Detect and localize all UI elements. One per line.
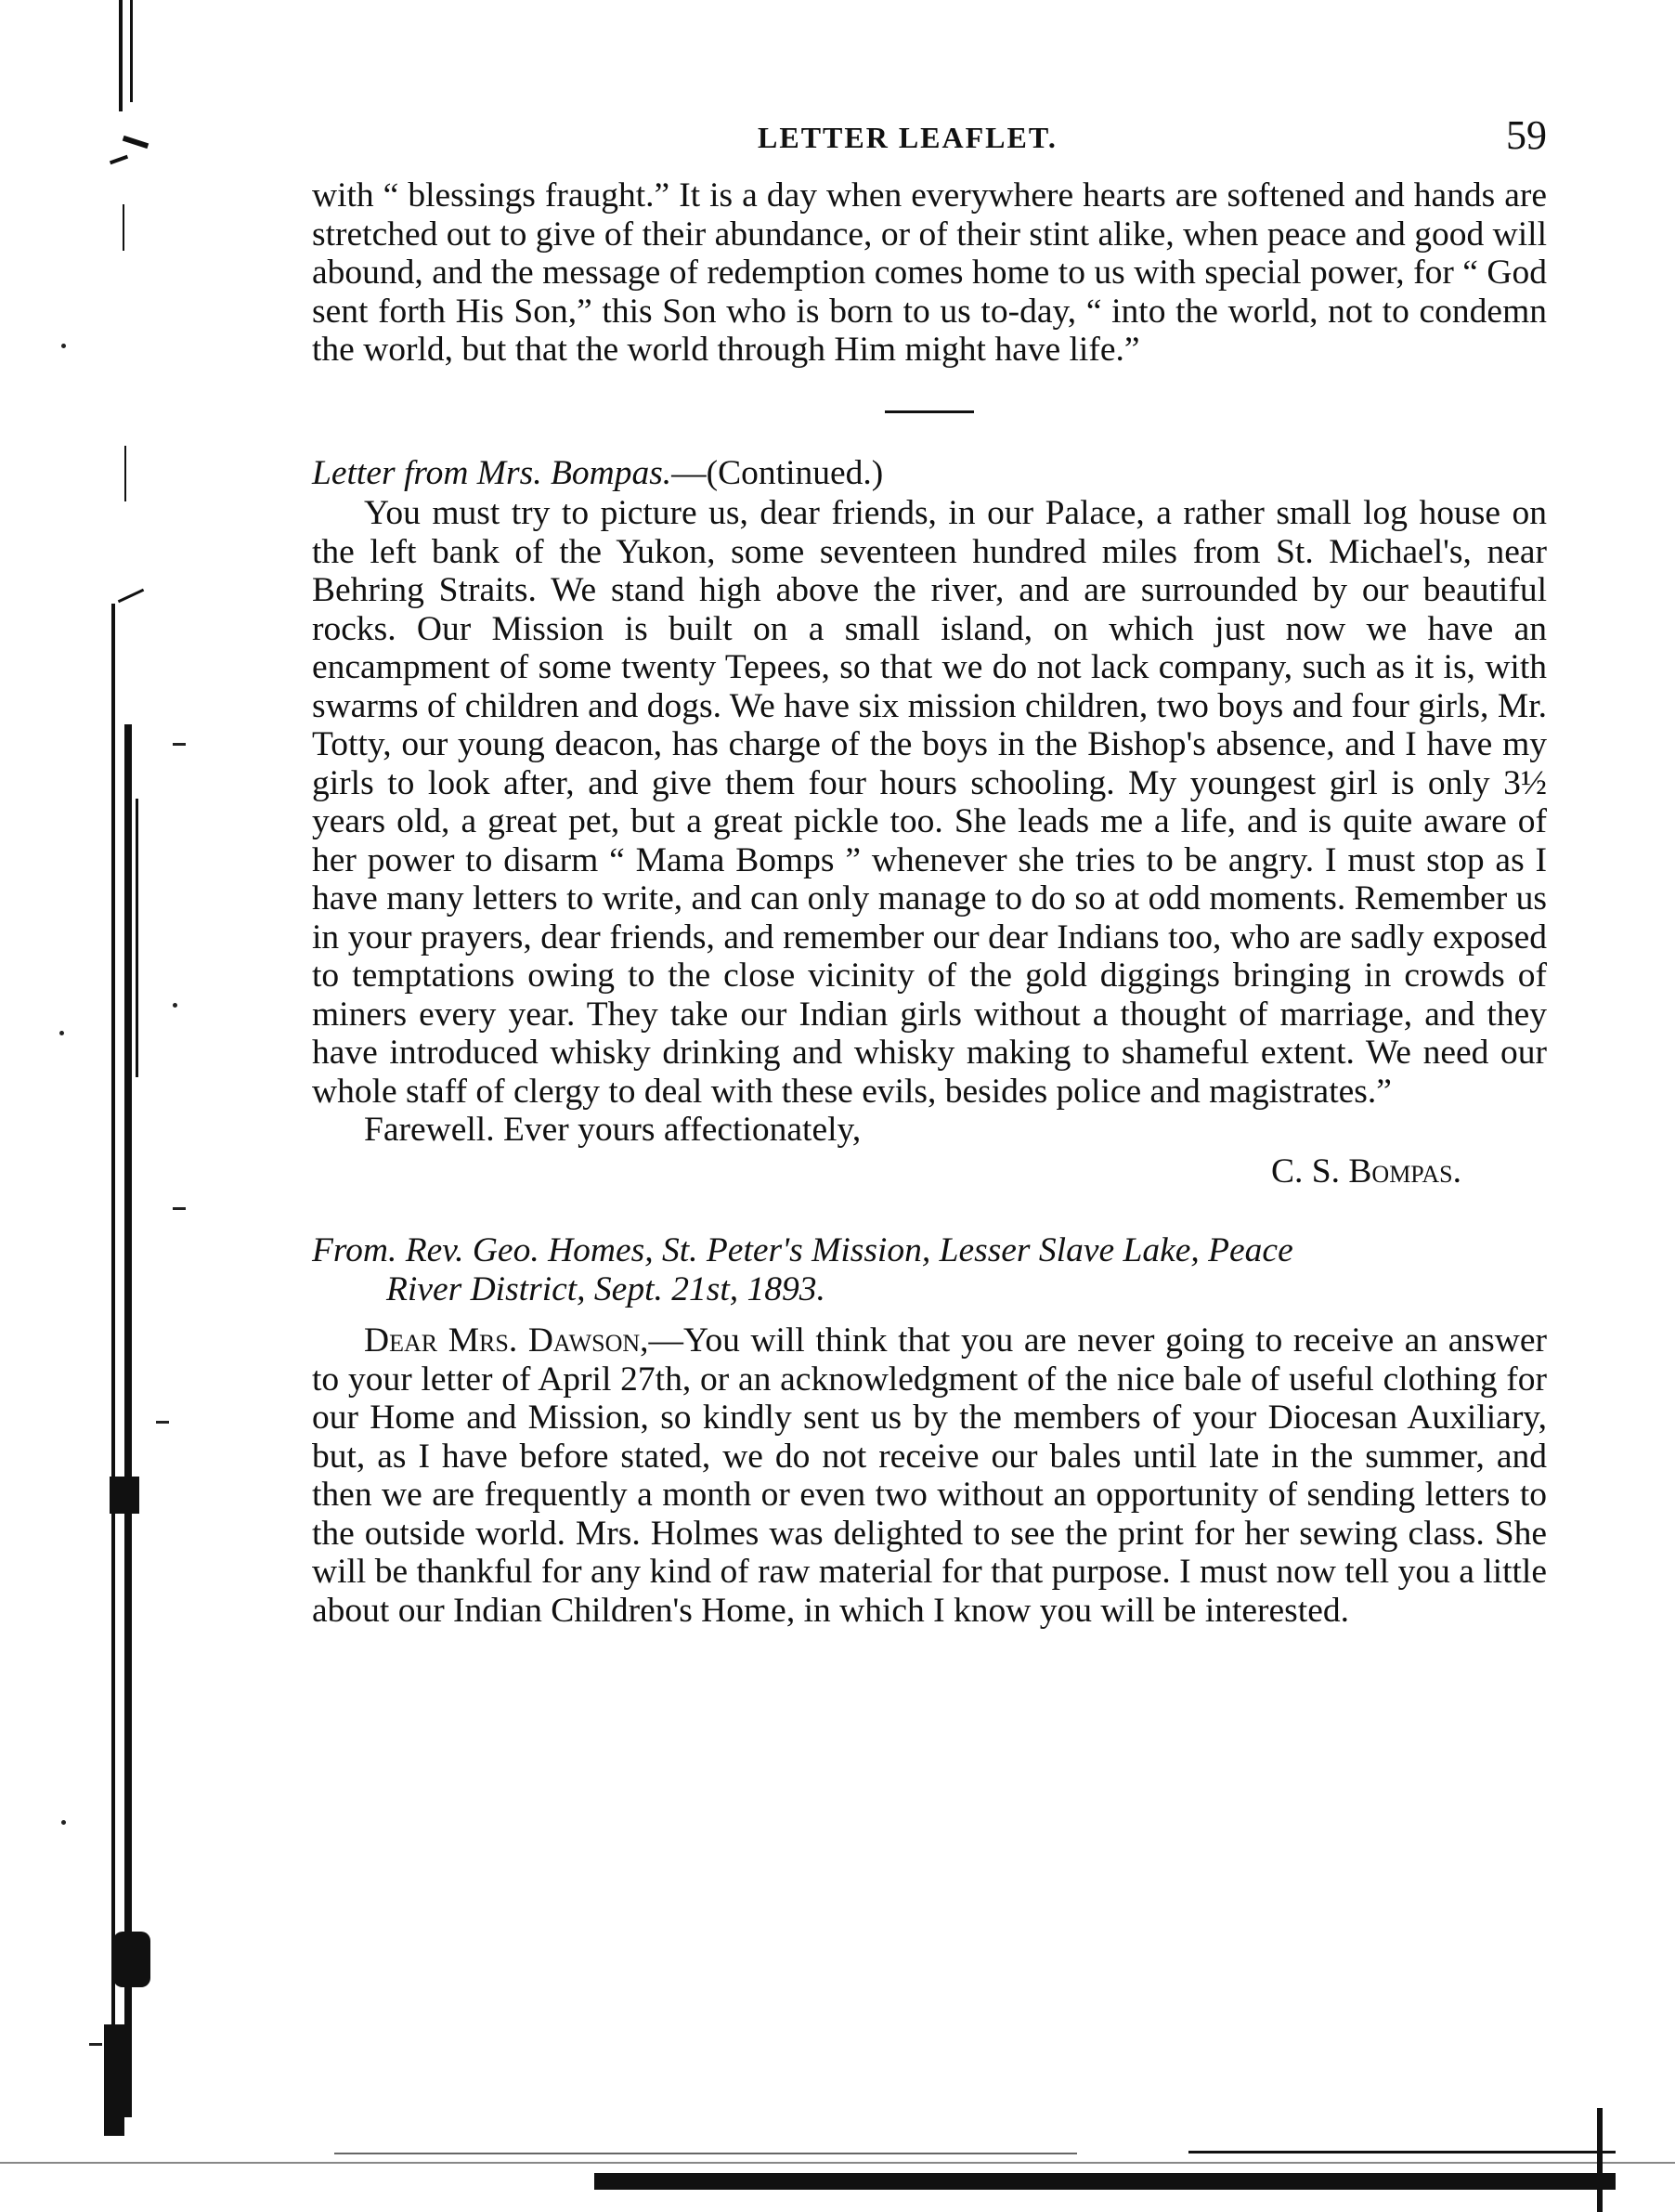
letter-heading-line1: From. Rev. Geo. Homes, St. Peter's Mission, Lesser Slave Lake, Peace xyxy=(312,1231,1293,1269)
gutter-line xyxy=(123,136,149,149)
homes-letter-text: —You will think that you are never going to receive an answer to your letter of April 27th, or an acknowledgment of the nice bale of useful clothing for our Home and Mission, so kindly sent us by the members of your Diocesan Auxiliary, but, as I have before stated, we do not receive our bales until late in the summer, and then we are frequently a month or even two without an opportunity of sending letters to the outside world. Mrs. Holmes was delighted to see the print for her sewing class. She will be thankful for any kind of raw material for that purpose. I must now tell you a little about our Indian Children's Home, in which I know you will be interested. xyxy=(312,1321,1547,1630)
gutter-line xyxy=(118,589,144,603)
gutter-line xyxy=(113,1932,150,1987)
salutation: Dear Mrs. Dawson, xyxy=(364,1321,649,1360)
letter-heading-title: Letter from Mrs. Bompas. xyxy=(312,453,672,492)
page-content xyxy=(312,111,1547,1630)
gutter-line xyxy=(119,0,123,111)
homes-letter-body xyxy=(312,1321,1547,1630)
running-header xyxy=(312,111,1547,176)
letter-heading-line2: River District, Sept. 21st, 1893. xyxy=(386,1269,825,1308)
section-divider xyxy=(885,410,974,413)
bompas-signature xyxy=(312,1152,1547,1191)
edge-bar xyxy=(1597,2108,1603,2212)
gutter-line xyxy=(124,446,126,501)
gutter-line xyxy=(123,204,124,251)
gutter-speck xyxy=(173,1207,186,1210)
gutter-line xyxy=(124,724,132,2117)
running-title: LETTER LEAFLET. xyxy=(758,121,1058,154)
bottom-scan-edge xyxy=(0,2108,1675,2212)
page-number: 59 xyxy=(1506,112,1547,158)
gutter-line xyxy=(111,604,115,2127)
gutter-speck xyxy=(89,2043,102,2046)
gutter-speck xyxy=(61,344,66,348)
gutter-line xyxy=(110,1477,139,1514)
gutter-speck xyxy=(59,1031,64,1035)
gutter-speck xyxy=(61,1820,66,1825)
edge-bar xyxy=(334,2153,1077,2154)
continued-paragraph: with “ blessings fraught.” It is a day when everywhere hearts are softened and hands are stretched out to give of their abundance, or of their stint alike, when peace and good will abound, and the message of redemption comes home to us with special power, for “ God sent forth His Son,” this Son who is born to us to-day, “ into the world, not to condemn the world, but that the world through Him might have life.” xyxy=(312,176,1547,369)
letter-heading-continued: —(Continued.) xyxy=(671,453,884,492)
gutter-line xyxy=(136,799,138,1077)
gutter-speck xyxy=(156,1421,169,1424)
gutter-speck xyxy=(173,743,186,746)
bompas-closing: Farewell. Ever yours affectionately, xyxy=(364,1111,862,1149)
bompas-letter-body: You must try to picture us, dear friends, in our Palace, a rather small log house on the left bank of the Yukon, some seventeen hundred miles from St. Michael's, near Behring Straits. We stand high above the river, and are surrounded by our beautiful rocks. Our Mission is built on a small island, on which just now we have an encampment of some twenty Tepees, so that we do not lack company, such as it is, with swarms of children and dogs. We have six mission children, two boys and four girls, Mr. Totty, our young deacon, has charge of the boys in the Bishop's absence, and I have my girls to look after, and give them four hours schooling. My youngest girl is only 3½ years old, a great pet, but a great pickle too. She leads me a life, and is quite aware of her power to disarm “ Mama Bomps ” whenever she tries to be angry. I must stop as I have many letters to write, and can only manage to do so at odd moments. Remember us in your prayers, dear friends, and remember our dear Indians too, who are sadly exposed to temptations owing to the close vicinity of the gold diggings bringing in crowds of miners every year. They take our Indian girls without a thought of marriage, and they have introduced whisky drinking and whisky making to shameful extent. We need our whole staff of clergy to deal with these evils, besides police and magistrates.” xyxy=(312,494,1547,1111)
edge-bar xyxy=(0,2162,1675,2164)
binding-gutter xyxy=(0,0,241,2212)
signature-text: C. S. Bompas. xyxy=(1271,1152,1461,1191)
gutter-line xyxy=(110,155,128,165)
edge-bar xyxy=(594,2173,1616,2190)
gutter-speck xyxy=(173,1003,177,1008)
gutter-line xyxy=(130,0,133,102)
letter-heading-bompas xyxy=(312,454,1547,493)
letter-heading-homes xyxy=(312,1231,1547,1308)
edge-bar xyxy=(1188,2151,1616,2153)
